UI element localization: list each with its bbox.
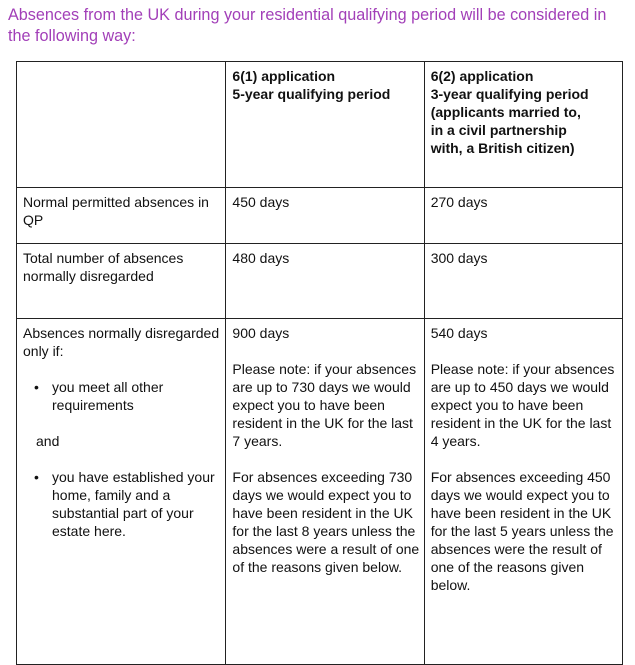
spacer [431, 342, 622, 360]
header-6-1-line1: 6(1) application 5-year qualifying period [232, 68, 391, 102]
total-disregarded-5yr-cell [226, 244, 424, 319]
header-6-2-line1: 6(2) application 3-year qualifying period (applicants married to, in a civil partnership with, a British citizen) [430, 68, 589, 156]
total-disregarded-label: Total number of absences normally disregarded [23, 250, 184, 284]
header-6-1-text [232, 67, 423, 103]
row-label-normal-absences [17, 188, 226, 244]
intro-heading: Absences from the UK during your residential qualifying period will be considered in the following way: [8, 6, 607, 45]
header-cell-empty [17, 62, 226, 188]
header-cell-6-2 [424, 62, 622, 188]
disregarded-5yr-note2: For absences exceeding 730 days we would expect you to have been resident in the UK for the last 8 years unless the absences were a result of one of the reasons given below. [232, 469, 420, 575]
header-cell-6-1 [226, 62, 424, 188]
disregarded-5yr-note1: Please note: if your absences are up to 730 days we would expect you to have been resident in the UK for the last 7 years. [232, 361, 417, 449]
spacer [232, 342, 423, 360]
table-row [17, 188, 623, 244]
spacer [232, 450, 423, 468]
total-disregarded-3yr-value: 300 days [430, 250, 488, 266]
conditions-list-2 [23, 468, 225, 540]
normal-absences-5yr-value: 450 days [232, 194, 290, 210]
table-row [17, 319, 623, 665]
normal-absences-3yr-cell [424, 188, 622, 244]
table-header-row [17, 62, 623, 188]
conditions-list [23, 378, 225, 414]
disregarded-5yr-cell [226, 319, 424, 665]
disregarded-only-if-label: Absences normally disregarded only if: [23, 325, 220, 359]
disregarded-3yr-note2: For absences exceeding 450 days we would expect you to have been resident in the UK for the last 5 years unless the absences were the result of one of the reasons given below. [430, 469, 614, 593]
normal-absences-3yr-value: 270 days [430, 194, 488, 210]
disregarded-3yr-cell [424, 319, 622, 665]
row-label-disregarded-only-if [17, 319, 226, 665]
total-disregarded-5yr-value: 480 days [232, 250, 290, 266]
condition-established-home: • you have established your home, family and a substantial part of your estate here. [52, 468, 225, 540]
row-label-total-disregarded [17, 244, 226, 319]
disregarded-3yr-note1: Please note: if your absences are up to 450 days we would expect you to have been resident in the UK for the last 4 years. [430, 361, 615, 449]
condition-meet-requirements: • you meet all other requirements [52, 378, 225, 414]
disregarded-5yr-days: 900 days [232, 325, 290, 341]
spacer [431, 450, 622, 468]
header-6-2-text [431, 67, 622, 157]
normal-absences-5yr-cell [226, 188, 424, 244]
table-row [17, 244, 623, 319]
absence-rules-table [16, 61, 623, 665]
disregarded-3yr-days: 540 days [430, 325, 488, 341]
normal-absences-label: Normal permitted absences in QP [23, 194, 209, 228]
and-connector: and [36, 433, 60, 449]
total-disregarded-3yr-cell [424, 244, 622, 319]
